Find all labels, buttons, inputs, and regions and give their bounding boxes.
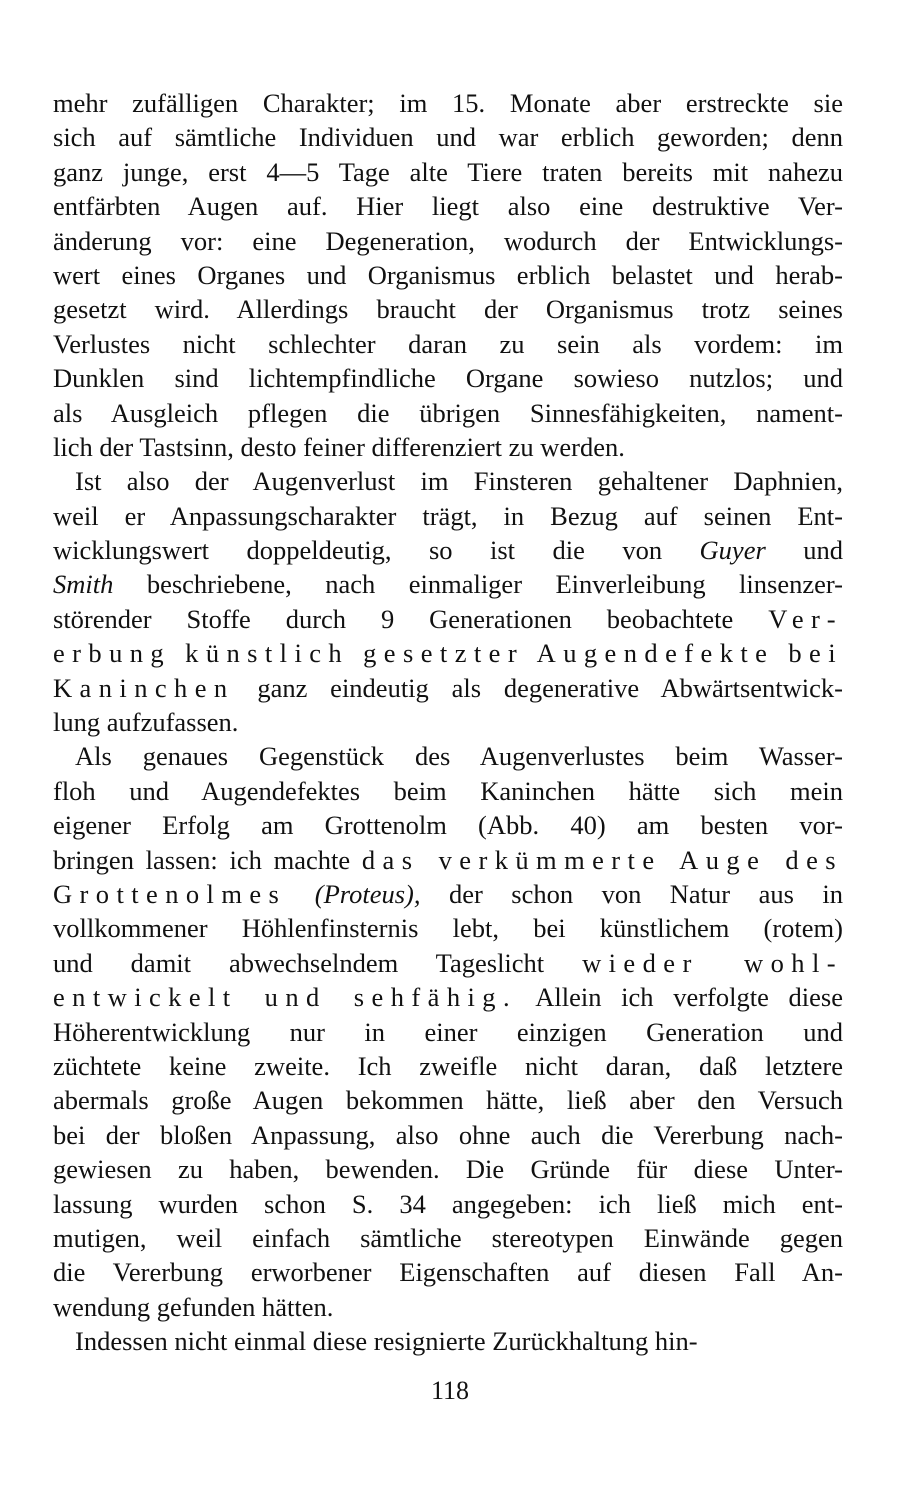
spaced-text: Ver- (768, 603, 843, 634)
text-segment: lassung wurden schon S. 34 angegeben: ich ließ mich ent- (53, 1188, 843, 1219)
text-line (53, 155, 843, 189)
paragraph (53, 86, 843, 464)
text-segment: ganz eindeutig als degenerative Abwärtsentwick- (234, 672, 843, 703)
text-segment: mehr zufälligen Charakter; im 15. Monate aber erstreckte sie (53, 88, 843, 118)
text-line (53, 292, 843, 326)
text-line (53, 980, 843, 1014)
text-segment: bei der bloßen Anpassung, also ohne auch die Vererbung nach- (53, 1119, 843, 1150)
text-line (53, 258, 843, 292)
text-segment: Allein ich verfolgte diese (516, 982, 843, 1013)
text-segment: wert eines Organes und Organismus erblich belastet und herab- (53, 259, 843, 290)
text-segment: lung aufzufassen. (53, 707, 239, 738)
body-text (53, 86, 843, 1358)
text-line (53, 1152, 843, 1186)
text-segment: Als genaues Gegenstück des Augenverlustes beim Wasser- (75, 741, 843, 772)
text-line (53, 911, 843, 945)
text-line (53, 602, 843, 636)
text-segment: änderung vor: eine Degeneration, wodurch der Entwicklungs- (53, 225, 843, 256)
text-line (53, 1187, 843, 1221)
text-segment: eigener Erfolg am Grottenolm (Abb. 40) am besten vor- (53, 810, 843, 841)
text-segment: ganz junge, erst 4—5 Tage alte Tiere traten bereits mit nahezu (53, 156, 843, 187)
text-line (53, 636, 843, 670)
text-line (53, 224, 843, 258)
spaced-text: Kaninchen (53, 672, 235, 703)
text-line (53, 1049, 843, 1083)
text-line (53, 1255, 843, 1289)
text-line (53, 671, 843, 705)
spaced-text: erbung künstlich gesetzter Augendefekte bei (53, 638, 844, 669)
text-segment: weil er Anpassungscharakter trägt, in Bezug auf seinen Ent- (53, 500, 843, 531)
italic-text: Guyer (699, 535, 766, 566)
text-segment: und (765, 535, 843, 566)
text-segment: Höherentwicklung nur in einer einzigen Generation und (53, 1016, 843, 1047)
paragraph (53, 739, 843, 1324)
spaced-text: Grottenolmes (53, 878, 287, 909)
text-line (53, 843, 843, 877)
text-segment (286, 879, 314, 909)
text-segment: floh und Augendefektes beim Kaninchen hätte sich mein (53, 775, 843, 806)
text-segment: abermals große Augen bekommen hätte, ließ aber den Versuch (53, 1085, 843, 1116)
text-segment: bringen lassen: ich machte (53, 844, 362, 875)
text-line (53, 189, 843, 223)
text-line (53, 327, 843, 361)
italic-text: (Proteus), (314, 878, 421, 909)
text-line (53, 464, 843, 498)
text-segment: beschriebene, nach einmaliger Einverleibung linsenzer- (113, 569, 843, 600)
text-line (53, 1118, 843, 1152)
text-segment: wicklungswert doppeldeutig, so ist die von (53, 535, 700, 566)
text-line (53, 946, 843, 980)
text-segment: Indessen nicht einmal diese resignierte Zurückhaltung hin- (75, 1326, 698, 1357)
text-line (53, 1221, 843, 1255)
text-line (53, 86, 843, 120)
text-line (53, 1015, 843, 1049)
italic-text: Smith (53, 569, 114, 600)
text-line (53, 430, 843, 464)
text-line (53, 877, 843, 911)
text-line (53, 739, 843, 773)
text-segment: Ist also der Augenverlust im Finsteren gehaltener Daphnien, (75, 466, 843, 497)
spaced-text: wieder wohl- (582, 947, 843, 978)
text-segment: wendung gefunden hätten. (53, 1291, 334, 1322)
text-segment: die Vererbung erworbener Eigenschaften auf diesen Fall An- (53, 1257, 843, 1288)
text-line (53, 1290, 843, 1324)
spaced-text: das verkümmerte Auge des (361, 844, 843, 875)
text-line (53, 499, 843, 533)
spaced-text: entwickelt und sehfähig. (53, 982, 517, 1013)
text-line (53, 705, 843, 739)
text-line (53, 361, 843, 395)
text-segment: entfärbten Augen auf. Hier liegt also eine destruktive Ver- (53, 191, 843, 222)
text-line (53, 120, 843, 154)
text-line (53, 533, 843, 567)
text-line (53, 808, 843, 842)
paragraph (53, 464, 843, 739)
text-segment: vollkommener Höhlenfinsternis lebt, bei künstlichem (rotem) (53, 913, 843, 944)
text-line (53, 1083, 843, 1117)
text-segment: gewiesen zu haben, bewenden. Die Gründe für diese Unter- (53, 1154, 843, 1185)
text-segment: mutigen, weil einfach sämtliche stereotypen Einwände gegen (53, 1222, 843, 1253)
text-segment: sich auf sämtliche Individuen und war erblich geworden; denn (53, 122, 843, 153)
page-number: 118 (430, 1376, 470, 1405)
text-segment: lich der Tastsinn, desto feiner differenziert zu werden. (53, 431, 625, 462)
text-segment: der schon von Natur aus in (420, 878, 843, 909)
text-line (53, 774, 843, 808)
text-line (53, 396, 843, 430)
text-line (53, 1324, 843, 1358)
paragraph (53, 1324, 843, 1358)
text-segment: gesetzt wird. Allerdings braucht der Organismus trotz seines (53, 294, 843, 325)
text-line (53, 567, 843, 601)
text-segment: als Ausgleich pflegen die übrigen Sinnesfähigkeiten, nament- (53, 397, 843, 428)
text-segment: störender Stoffe durch 9 Generationen beobachtete (53, 603, 769, 634)
text-segment: züchtete keine zweite. Ich zweifle nicht daran, daß letztere (53, 1050, 843, 1081)
text-segment: Verlustes nicht schlechter daran zu sein als vordem: im (53, 328, 843, 359)
text-segment: Dunklen sind lichtempfindliche Organe sowieso nutzlos; und (53, 363, 843, 394)
text-segment: und damit abwechselndem Tageslicht (53, 947, 583, 978)
